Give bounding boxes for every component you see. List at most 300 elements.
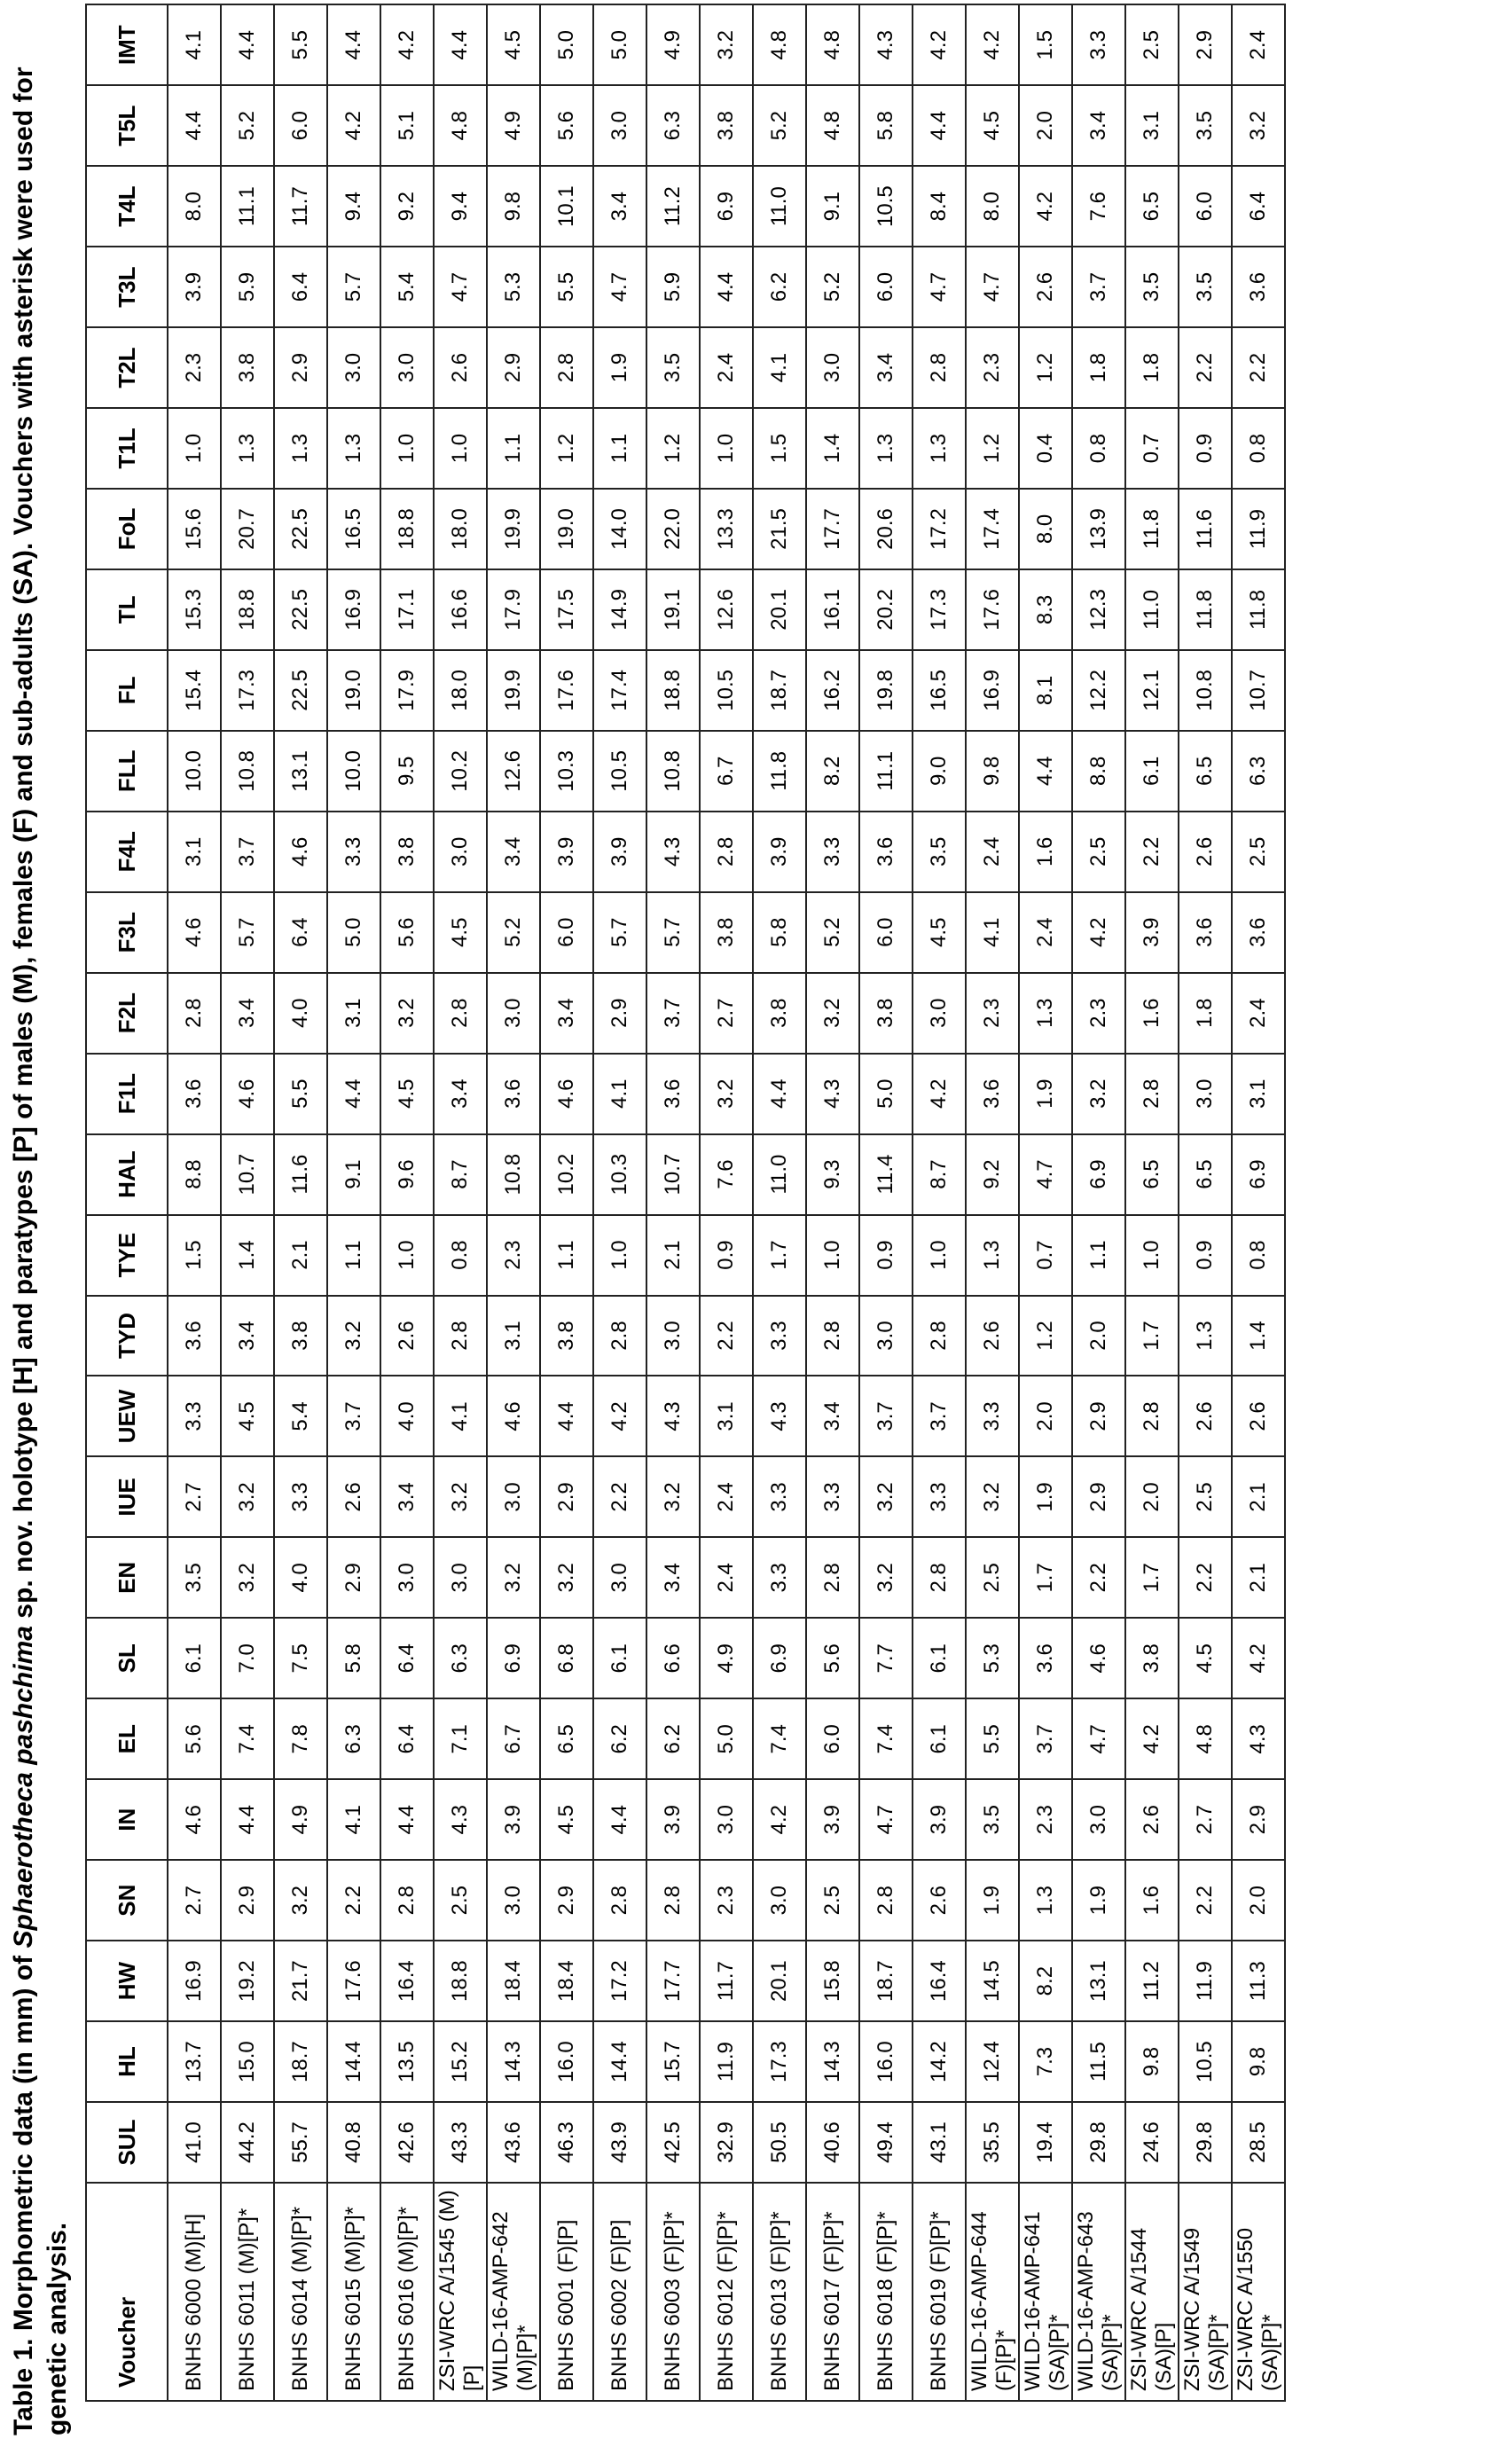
value-cell-fol: 22.0	[646, 489, 700, 569]
value-cell-sul: 46.3	[540, 2102, 593, 2183]
value-cell-hal: 6.9	[1232, 1134, 1285, 1215]
value-cell-tl: 12.3	[1072, 569, 1125, 650]
value-cell-fll: 9.5	[380, 731, 434, 812]
value-cell-in: 4.4	[221, 1779, 274, 1860]
value-cell-t3l: 5.9	[221, 247, 274, 327]
value-cell-t2l: 2.9	[274, 327, 327, 408]
value-cell-el: 4.2	[1125, 1698, 1179, 1779]
value-cell-f1l: 4.2	[913, 1054, 966, 1134]
value-cell-hal: 11.6	[274, 1134, 327, 1215]
value-cell-t2l: 2.4	[700, 327, 753, 408]
value-cell-t5l: 5.8	[859, 85, 913, 166]
table-row	[327, 4, 380, 2401]
value-cell-tye: 1.4	[221, 1215, 274, 1296]
value-cell-tye: 1.3	[966, 1215, 1019, 1296]
value-cell-fol: 19.0	[540, 489, 593, 569]
value-cell-fl: 18.0	[434, 650, 487, 731]
value-cell-t4l: 11.7	[274, 166, 327, 247]
value-cell-t1l: 1.4	[806, 408, 859, 489]
value-cell-fl: 10.7	[1232, 650, 1285, 731]
value-cell-f4l: 3.7	[221, 812, 274, 892]
value-cell-sn: 3.0	[753, 1860, 806, 1941]
value-cell-t1l: 1.0	[434, 408, 487, 489]
value-cell-t3l: 4.7	[966, 247, 1019, 327]
value-cell-hal: 6.5	[1125, 1134, 1179, 1215]
value-cell-f3l: 6.4	[274, 892, 327, 973]
value-cell-in: 2.9	[1232, 1779, 1285, 1860]
value-cell-sn: 1.9	[966, 1860, 1019, 1941]
value-cell-el: 6.1	[913, 1698, 966, 1779]
value-cell-tyd: 3.3	[753, 1296, 806, 1376]
value-cell-f1l: 3.6	[646, 1054, 700, 1134]
value-cell-in: 3.0	[1072, 1779, 1125, 1860]
value-cell-t2l: 2.3	[966, 327, 1019, 408]
value-cell-t5l: 4.8	[806, 85, 859, 166]
value-cell-t4l: 11.0	[753, 166, 806, 247]
value-cell-iue: 1.9	[1019, 1456, 1072, 1537]
value-cell-hw: 21.7	[274, 1941, 327, 2021]
value-cell-hl: 15.7	[646, 2021, 700, 2102]
value-cell-hal: 11.4	[859, 1134, 913, 1215]
value-cell-sl: 3.8	[1125, 1618, 1179, 1698]
value-cell-fll: 10.8	[221, 731, 274, 812]
value-cell-hw: 15.8	[806, 1941, 859, 2021]
value-cell-hal: 8.7	[913, 1134, 966, 1215]
table-row	[806, 4, 859, 2401]
value-cell-sn: 2.9	[540, 1860, 593, 1941]
value-cell-tl: 11.8	[1179, 569, 1232, 650]
value-cell-tye: 1.1	[327, 1215, 380, 1296]
value-cell-hal: 8.7	[434, 1134, 487, 1215]
value-cell-t1l: 0.4	[1019, 408, 1072, 489]
value-cell-f4l: 4.6	[274, 812, 327, 892]
value-cell-imt: 5.0	[540, 4, 593, 85]
value-cell-uew: 3.3	[168, 1376, 221, 1456]
table-row	[1072, 4, 1125, 2401]
value-cell-sul: 28.5	[1232, 2102, 1285, 2183]
table-row	[1179, 4, 1232, 2401]
table-row	[700, 4, 753, 2401]
value-cell-t5l: 4.8	[434, 85, 487, 166]
value-cell-en: 2.1	[1232, 1537, 1285, 1618]
value-cell-t3l: 5.4	[380, 247, 434, 327]
value-cell-t4l: 6.0	[1179, 166, 1232, 247]
value-cell-t1l: 1.3	[913, 408, 966, 489]
value-cell-imt: 4.8	[753, 4, 806, 85]
value-cell-t4l: 9.2	[380, 166, 434, 247]
value-cell-sl: 7.5	[274, 1618, 327, 1698]
value-cell-fl: 12.1	[1125, 650, 1179, 731]
value-cell-f4l: 2.5	[1072, 812, 1125, 892]
value-cell-tl: 11.0	[1125, 569, 1179, 650]
voucher-cell: WILD-16-AMP-644 (F)[P]*	[966, 2183, 1019, 2401]
value-cell-sul: 49.4	[859, 2102, 913, 2183]
value-cell-imt: 4.3	[859, 4, 913, 85]
value-cell-hl: 14.2	[913, 2021, 966, 2102]
value-cell-hal: 9.2	[966, 1134, 1019, 1215]
value-cell-imt: 5.5	[274, 4, 327, 85]
value-cell-hal: 9.1	[327, 1134, 380, 1215]
value-cell-hw: 16.4	[913, 1941, 966, 2021]
value-cell-iue: 3.2	[859, 1456, 913, 1537]
value-cell-in: 4.9	[274, 1779, 327, 1860]
value-cell-en: 2.4	[700, 1537, 753, 1618]
value-cell-tl: 11.8	[1232, 569, 1285, 650]
value-cell-iue: 3.3	[913, 1456, 966, 1537]
value-cell-hw: 18.4	[487, 1941, 540, 2021]
value-cell-fll: 10.0	[327, 731, 380, 812]
value-cell-tyd: 2.0	[1072, 1296, 1125, 1376]
value-cell-hl: 16.0	[859, 2021, 913, 2102]
value-cell-fl: 16.9	[966, 650, 1019, 731]
value-cell-f2l: 4.0	[274, 973, 327, 1054]
value-cell-hl: 18.7	[274, 2021, 327, 2102]
value-cell-el: 7.8	[274, 1698, 327, 1779]
value-cell-f2l: 2.3	[966, 973, 1019, 1054]
value-cell-f3l: 4.1	[966, 892, 1019, 973]
value-cell-en: 1.7	[1125, 1537, 1179, 1618]
value-cell-fl: 19.0	[327, 650, 380, 731]
value-cell-sul: 50.5	[753, 2102, 806, 2183]
value-cell-t5l: 4.4	[168, 85, 221, 166]
voucher-cell: WILD-16-AMP-643 (SA)[P]*	[1072, 2183, 1125, 2401]
value-cell-en: 2.8	[806, 1537, 859, 1618]
value-cell-f2l: 3.8	[859, 973, 913, 1054]
value-cell-t3l: 3.7	[1072, 247, 1125, 327]
value-cell-t3l: 6.0	[859, 247, 913, 327]
value-cell-sn: 2.8	[380, 1860, 434, 1941]
column-header-tye: TYE	[86, 1215, 168, 1296]
voucher-cell: BNHS 6011 (M)[P]*	[221, 2183, 274, 2401]
value-cell-f1l: 3.4	[434, 1054, 487, 1134]
value-cell-t1l: 1.0	[700, 408, 753, 489]
value-cell-sl: 4.5	[1179, 1618, 1232, 1698]
value-cell-fol: 13.3	[700, 489, 753, 569]
value-cell-t4l: 9.4	[434, 166, 487, 247]
value-cell-hl: 7.3	[1019, 2021, 1072, 2102]
value-cell-el: 6.2	[646, 1698, 700, 1779]
value-cell-f4l: 2.6	[1179, 812, 1232, 892]
value-cell-hal: 10.7	[221, 1134, 274, 1215]
value-cell-hl: 14.4	[593, 2021, 646, 2102]
value-cell-uew: 2.0	[1019, 1376, 1072, 1456]
value-cell-t3l: 5.9	[646, 247, 700, 327]
value-cell-imt: 4.9	[646, 4, 700, 85]
value-cell-t5l: 6.3	[646, 85, 700, 166]
value-cell-en: 3.3	[753, 1537, 806, 1618]
voucher-cell: WILD-16-AMP-641 (SA)[P]*	[1019, 2183, 1072, 2401]
value-cell-fll: 12.6	[487, 731, 540, 812]
value-cell-en: 4.0	[274, 1537, 327, 1618]
value-cell-t2l: 3.0	[806, 327, 859, 408]
value-cell-t2l: 4.1	[753, 327, 806, 408]
value-cell-f4l: 3.0	[434, 812, 487, 892]
value-cell-uew: 3.3	[966, 1376, 1019, 1456]
value-cell-f4l: 3.5	[913, 812, 966, 892]
value-cell-el: 7.4	[221, 1698, 274, 1779]
value-cell-el: 5.5	[966, 1698, 1019, 1779]
value-cell-f3l: 6.0	[540, 892, 593, 973]
value-cell-in: 3.9	[487, 1779, 540, 1860]
value-cell-f1l: 4.1	[593, 1054, 646, 1134]
value-cell-tye: 1.5	[168, 1215, 221, 1296]
value-cell-t3l: 5.3	[487, 247, 540, 327]
value-cell-iue: 3.2	[434, 1456, 487, 1537]
value-cell-t5l: 4.5	[966, 85, 1019, 166]
value-cell-sn: 1.9	[1072, 1860, 1125, 1941]
value-cell-t1l: 1.2	[966, 408, 1019, 489]
value-cell-hal: 4.7	[1019, 1134, 1072, 1215]
value-cell-uew: 4.3	[646, 1376, 700, 1456]
value-cell-t4l: 8.0	[966, 166, 1019, 247]
value-cell-fl: 19.9	[487, 650, 540, 731]
value-cell-fl: 16.5	[913, 650, 966, 731]
value-cell-el: 3.7	[1019, 1698, 1072, 1779]
value-cell-f1l: 3.0	[1179, 1054, 1232, 1134]
value-cell-sn: 3.0	[487, 1860, 540, 1941]
value-cell-t1l: 1.5	[753, 408, 806, 489]
value-cell-t2l: 2.2	[1179, 327, 1232, 408]
column-header-f1l: F1L	[86, 1054, 168, 1134]
caption-text-start: Table 1. Morphometric data (in mm) of	[9, 1948, 38, 2435]
value-cell-uew: 2.6	[1232, 1376, 1285, 1456]
value-cell-sl: 6.4	[380, 1618, 434, 1698]
value-cell-f3l: 5.7	[221, 892, 274, 973]
value-cell-hw: 11.9	[1179, 1941, 1232, 2021]
value-cell-sul: 41.0	[168, 2102, 221, 2183]
value-cell-hl: 11.9	[700, 2021, 753, 2102]
value-cell-t4l: 9.4	[327, 166, 380, 247]
value-cell-in: 4.5	[540, 1779, 593, 1860]
value-cell-fll: 11.1	[859, 731, 913, 812]
value-cell-tye: 1.0	[806, 1215, 859, 1296]
value-cell-t3l: 4.4	[700, 247, 753, 327]
value-cell-fol: 11.8	[1125, 489, 1179, 569]
table-row	[168, 4, 221, 2401]
value-cell-in: 4.7	[859, 1779, 913, 1860]
value-cell-t2l: 1.2	[1019, 327, 1072, 408]
value-cell-f3l: 4.5	[434, 892, 487, 973]
value-cell-t4l: 9.1	[806, 166, 859, 247]
column-header-el: EL	[86, 1698, 168, 1779]
value-cell-fll: 9.8	[966, 731, 1019, 812]
value-cell-tl: 8.3	[1019, 569, 1072, 650]
value-cell-hl: 9.8	[1232, 2021, 1285, 2102]
value-cell-fll: 6.7	[700, 731, 753, 812]
table-row	[859, 4, 913, 2401]
value-cell-fl: 10.8	[1179, 650, 1232, 731]
value-cell-f4l: 3.8	[380, 812, 434, 892]
value-cell-imt: 2.9	[1179, 4, 1232, 85]
value-cell-en: 2.9	[327, 1537, 380, 1618]
value-cell-sn: 2.5	[434, 1860, 487, 1941]
value-cell-sl: 6.9	[753, 1618, 806, 1698]
value-cell-t4l: 6.9	[700, 166, 753, 247]
value-cell-tyd: 1.7	[1125, 1296, 1179, 1376]
value-cell-f2l: 3.0	[487, 973, 540, 1054]
value-cell-tyd: 3.4	[221, 1296, 274, 1376]
value-cell-f4l: 2.4	[966, 812, 1019, 892]
value-cell-fl: 10.5	[700, 650, 753, 731]
value-cell-el: 4.7	[1072, 1698, 1125, 1779]
value-cell-iue: 3.3	[806, 1456, 859, 1537]
value-cell-tl: 20.2	[859, 569, 913, 650]
voucher-cell: BNHS 6002 (F)[P]	[593, 2183, 646, 2401]
value-cell-tye: 1.1	[1072, 1215, 1125, 1296]
value-cell-f4l: 3.1	[168, 812, 221, 892]
table-header-row	[86, 4, 168, 2401]
value-cell-t1l: 1.2	[540, 408, 593, 489]
value-cell-el: 4.8	[1179, 1698, 1232, 1779]
value-cell-uew: 5.4	[274, 1376, 327, 1456]
value-cell-sul: 40.6	[806, 2102, 859, 2183]
value-cell-tye: 0.9	[859, 1215, 913, 1296]
value-cell-fll: 8.8	[1072, 731, 1125, 812]
value-cell-tye: 1.0	[1125, 1215, 1179, 1296]
value-cell-fll: 9.0	[913, 731, 966, 812]
value-cell-hw: 11.2	[1125, 1941, 1179, 2021]
value-cell-fl: 17.4	[593, 650, 646, 731]
value-cell-uew: 2.9	[1072, 1376, 1125, 1456]
value-cell-hw: 11.7	[700, 1941, 753, 2021]
column-header-fll: FLL	[86, 731, 168, 812]
voucher-cell: BNHS 6001 (F)[P]	[540, 2183, 593, 2401]
value-cell-fll: 13.1	[274, 731, 327, 812]
value-cell-fol: 22.5	[274, 489, 327, 569]
table-row	[966, 4, 1019, 2401]
value-cell-iue: 3.2	[646, 1456, 700, 1537]
value-cell-hw: 16.9	[168, 1941, 221, 2021]
value-cell-iue: 2.9	[1072, 1456, 1125, 1537]
value-cell-fol: 11.6	[1179, 489, 1232, 569]
value-cell-t3l: 5.2	[806, 247, 859, 327]
value-cell-f3l: 3.9	[1125, 892, 1179, 973]
value-cell-tl: 14.9	[593, 569, 646, 650]
value-cell-t5l: 3.0	[593, 85, 646, 166]
value-cell-en: 3.4	[646, 1537, 700, 1618]
value-cell-hl: 14.3	[487, 2021, 540, 2102]
value-cell-sn: 2.5	[806, 1860, 859, 1941]
value-cell-fol: 18.8	[380, 489, 434, 569]
value-cell-el: 7.4	[753, 1698, 806, 1779]
value-cell-hw: 18.4	[540, 1941, 593, 2021]
value-cell-t3l: 5.7	[327, 247, 380, 327]
value-cell-f2l: 1.3	[1019, 973, 1072, 1054]
value-cell-tl: 16.6	[434, 569, 487, 650]
value-cell-uew: 4.6	[487, 1376, 540, 1456]
value-cell-hw: 13.1	[1072, 1941, 1125, 2021]
value-cell-el: 6.2	[593, 1698, 646, 1779]
value-cell-sul: 44.2	[221, 2102, 274, 2183]
value-cell-uew: 3.1	[700, 1376, 753, 1456]
table-row	[540, 4, 593, 2401]
value-cell-hal: 10.7	[646, 1134, 700, 1215]
value-cell-t4l: 7.6	[1072, 166, 1125, 247]
value-cell-tyd: 1.3	[1179, 1296, 1232, 1376]
value-cell-uew: 3.7	[327, 1376, 380, 1456]
value-cell-f2l: 3.8	[753, 973, 806, 1054]
value-cell-tyd: 2.2	[700, 1296, 753, 1376]
value-cell-iue: 2.2	[593, 1456, 646, 1537]
value-cell-sl: 6.8	[540, 1618, 593, 1698]
value-cell-tl: 19.1	[646, 569, 700, 650]
value-cell-f1l: 4.6	[540, 1054, 593, 1134]
value-cell-iue: 3.0	[487, 1456, 540, 1537]
value-cell-fl: 22.5	[274, 650, 327, 731]
column-header-t5l: T5L	[86, 85, 168, 166]
value-cell-hl: 10.5	[1179, 2021, 1232, 2102]
value-cell-fll: 10.5	[593, 731, 646, 812]
value-cell-t1l: 0.9	[1179, 408, 1232, 489]
value-cell-t2l: 1.9	[593, 327, 646, 408]
value-cell-t3l: 2.6	[1019, 247, 1072, 327]
value-cell-tl: 17.3	[913, 569, 966, 650]
value-cell-t5l: 2.0	[1019, 85, 1072, 166]
voucher-cell: BNHS 6003 (F)[P]*	[646, 2183, 700, 2401]
value-cell-uew: 4.0	[380, 1376, 434, 1456]
value-cell-uew: 2.8	[1125, 1376, 1179, 1456]
value-cell-t4l: 11.1	[221, 166, 274, 247]
value-cell-hl: 9.8	[1125, 2021, 1179, 2102]
value-cell-fl: 18.8	[646, 650, 700, 731]
value-cell-hal: 9.3	[806, 1134, 859, 1215]
value-cell-imt: 4.8	[806, 4, 859, 85]
value-cell-uew: 2.6	[1179, 1376, 1232, 1456]
value-cell-tyd: 3.6	[168, 1296, 221, 1376]
value-cell-hw: 11.3	[1232, 1941, 1285, 2021]
value-cell-fll: 6.1	[1125, 731, 1179, 812]
value-cell-el: 6.4	[380, 1698, 434, 1779]
column-header-sl: SL	[86, 1618, 168, 1698]
value-cell-sul: 19.4	[1019, 2102, 1072, 2183]
value-cell-sl: 6.1	[913, 1618, 966, 1698]
value-cell-el: 6.3	[327, 1698, 380, 1779]
value-cell-en: 3.0	[380, 1537, 434, 1618]
table-row	[274, 4, 327, 2401]
value-cell-tl: 12.6	[700, 569, 753, 650]
value-cell-tyd: 3.2	[327, 1296, 380, 1376]
value-cell-iue: 3.2	[221, 1456, 274, 1537]
value-cell-f3l: 3.8	[700, 892, 753, 973]
value-cell-f4l: 4.3	[646, 812, 700, 892]
value-cell-t1l: 1.3	[274, 408, 327, 489]
value-cell-en: 3.2	[540, 1537, 593, 1618]
value-cell-hl: 13.5	[380, 2021, 434, 2102]
value-cell-t3l: 5.5	[540, 247, 593, 327]
value-cell-fol: 16.5	[327, 489, 380, 569]
value-cell-t4l: 8.4	[913, 166, 966, 247]
value-cell-imt: 4.2	[913, 4, 966, 85]
value-cell-f1l: 4.3	[806, 1054, 859, 1134]
value-cell-sl: 5.8	[327, 1618, 380, 1698]
value-cell-hl: 13.7	[168, 2021, 221, 2102]
value-cell-fll: 4.4	[1019, 731, 1072, 812]
value-cell-fl: 16.2	[806, 650, 859, 731]
value-cell-tye: 0.9	[1179, 1215, 1232, 1296]
value-cell-fl: 12.2	[1072, 650, 1125, 731]
value-cell-uew: 4.4	[540, 1376, 593, 1456]
value-cell-t2l: 2.2	[1232, 327, 1285, 408]
value-cell-fll: 11.8	[753, 731, 806, 812]
value-cell-f3l: 5.7	[593, 892, 646, 973]
value-cell-t1l: 1.1	[593, 408, 646, 489]
value-cell-f3l: 5.2	[806, 892, 859, 973]
value-cell-tl: 17.6	[966, 569, 1019, 650]
value-cell-hw: 16.4	[380, 1941, 434, 2021]
value-cell-tl: 22.5	[274, 569, 327, 650]
value-cell-tyd: 3.0	[646, 1296, 700, 1376]
value-cell-el: 6.5	[540, 1698, 593, 1779]
